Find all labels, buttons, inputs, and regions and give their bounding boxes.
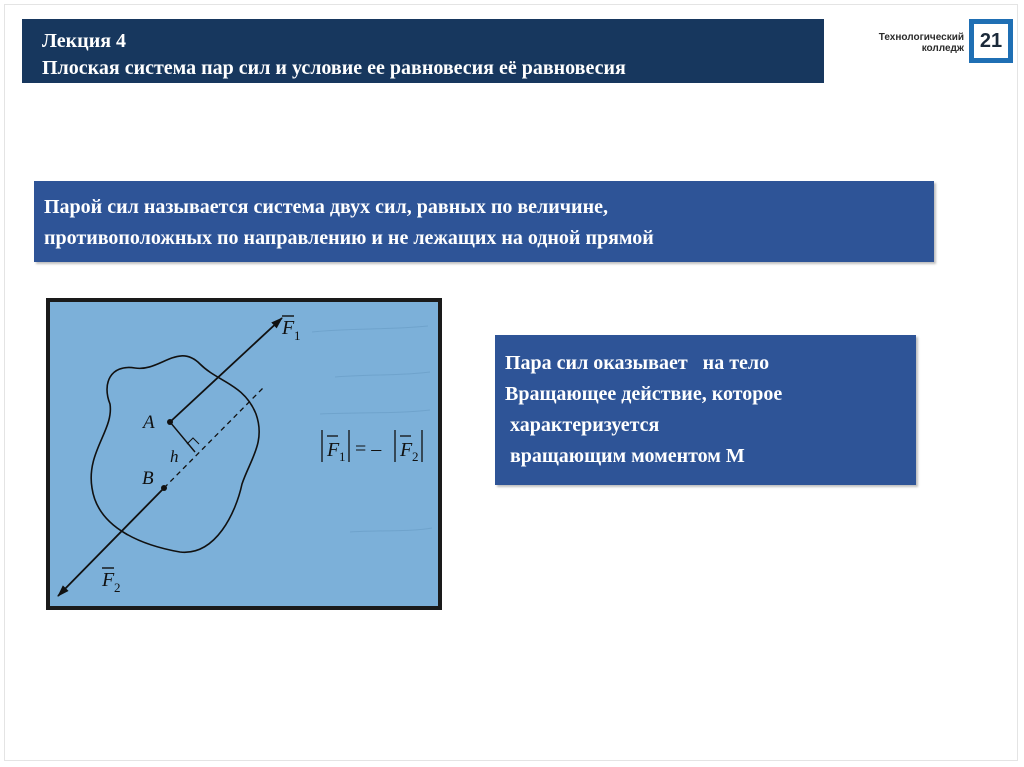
info-line-4: вращающим моментом М [505,445,745,467]
label-h: h [170,447,179,466]
header-bar [22,19,824,83]
label-f1: F [282,317,295,339]
formula-f1-sub: 1 [339,449,346,464]
point-a [167,419,173,425]
definition-line-2: противоположных по направлению и не лежащих на одной прямой [44,227,654,249]
formula-f2-sub: 2 [412,449,419,464]
info-line-2: Вращающее действие, которое [505,383,783,405]
formula-f1: F [327,439,340,461]
formula-f2: F [400,439,413,461]
college-logo [852,17,1022,69]
label-f2: F [102,569,115,591]
label-b: B [142,468,154,489]
logo-text [879,32,964,54]
logo-line-1: Технологический [878,32,964,43]
info-line-1: Пара сил оказывает на тело [505,352,770,374]
force-couple-diagram [50,302,438,606]
info-line-3: характеризуется [505,414,660,436]
label-f2-sub: 2 [114,580,121,595]
point-b [161,485,167,491]
label-a: A [143,412,155,433]
logo-badge [969,19,1013,63]
formula-equals-minus: = – [355,438,382,460]
definition-line-1: Парой сил называется система двух сил, равных по величине, [44,196,608,218]
logo-number: 21 [974,24,1008,58]
info-box [495,335,916,485]
logo-line-2: колледж [921,43,964,54]
lecture-number: Лекция 4 [42,30,127,52]
lecture-title: Плоская система пар сил и условие ее равновесия её равновесия [42,57,626,79]
force-couple-figure [46,298,442,610]
definition-box [34,181,934,262]
label-f1-sub: 1 [294,328,301,343]
